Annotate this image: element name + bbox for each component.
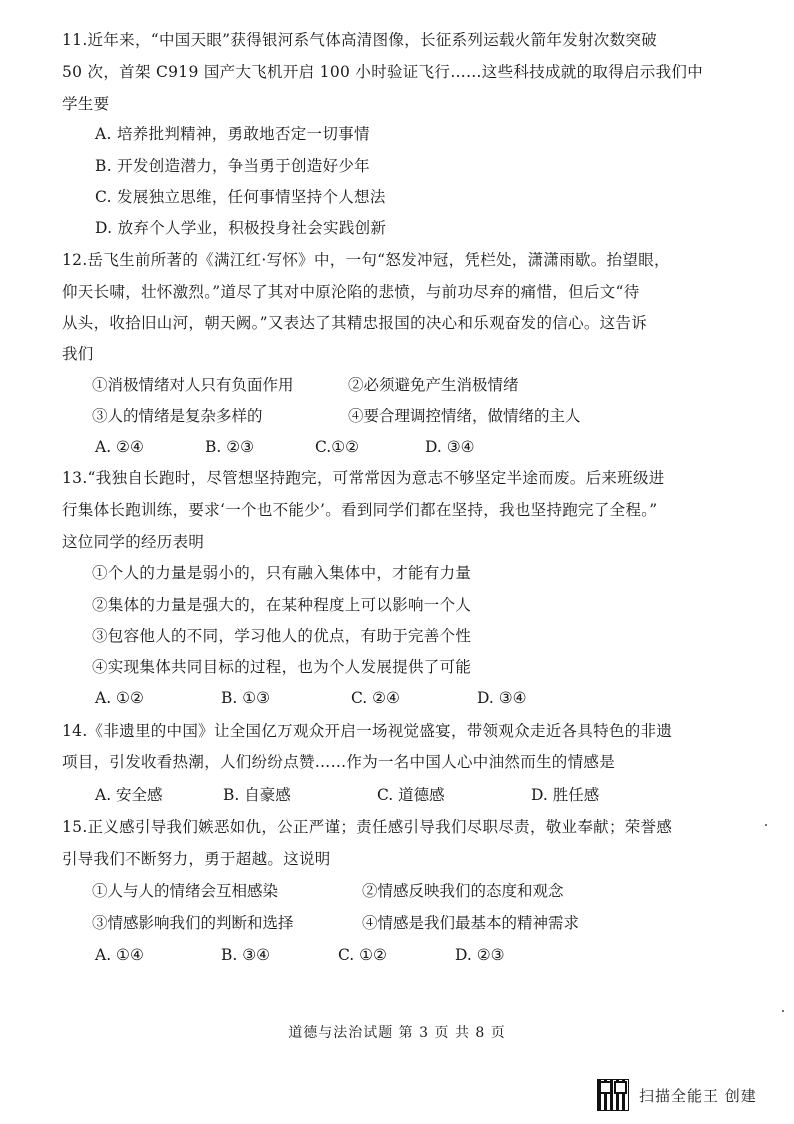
q11-line-1: 11.近年来，“中国天眼”获得银河系气体高清图像，长征系列运载火箭年发射次数突破 <box>62 31 658 49</box>
qr-code-icon <box>597 1079 629 1111</box>
scanner-label: 扫描全能王 创建 <box>639 1086 757 1105</box>
q12-line-2: 仰天长啸，壮怀激烈。”道尽了其对中原沦陷的悲愤，与前功尽弃的痛惜，但后文“待 <box>62 283 640 301</box>
q13-line-1: 13.“我独自长跑时，尽管想坚持跑完，可常常因为意志不够坚定半途而废。后来班级进 <box>62 469 665 487</box>
q13-statement-2: ②集体的力量是强大的，在某种程度上可以影响一个人 <box>92 596 472 614</box>
q15-statement-2: ②情感反映我们的态度和观念 <box>362 882 564 900</box>
q13-statement-1: ①个人的力量是弱小的，只有融入集体中，才能有力量 <box>92 564 472 582</box>
q11-line-2: 50 次，首架 C919 国产大飞机开启 100 小时验证飞行……这些科技成就的取得启示我们中 <box>62 63 703 81</box>
q12-choice-b: B. ②③ <box>205 438 255 456</box>
q12-statement-2: ②必须避免产生消极情绪 <box>348 376 519 394</box>
q13-statement-4: ④实现集体共同目标的过程，也为个人发展提供了可能 <box>92 658 472 676</box>
q12-statement-1: ①消极情绪对人只有负面作用 <box>92 376 294 394</box>
q14-choices <box>95 785 615 805</box>
q14-line-1: 14.《非遗里的中国》让全国亿万观众开启一场视觉盛宴，带领观众走近各具特色的非遗 <box>62 722 673 740</box>
q15-choice-c: C. ①② <box>338 946 387 964</box>
q12-choice-d: D. ③④ <box>425 438 475 456</box>
q13-choice-b: B. ①③ <box>221 689 271 707</box>
q11-option-c: C. 发展独立思维，任何事情坚持个人想法 <box>95 188 386 206</box>
q15-statement-1: ①人与人的情绪会互相感染 <box>92 882 279 900</box>
q14-choice-b: B. 自豪感 <box>223 786 291 804</box>
q14-line-2: 项目，引发收看热潮，人们纷纷点赞……作为一名中国人心中油然而生的情感是 <box>62 753 616 771</box>
q12-statement-row-1 <box>92 375 652 395</box>
q12-choice-c: C.①② <box>315 438 360 456</box>
q13-choice-d: D. ③④ <box>477 689 527 707</box>
q12-line-1: 12.岳飞生前所著的《满江红·写怀》中，一句“怒发冲冠，凭栏处，潇潇雨歇。抬望眼， <box>62 251 670 269</box>
q15-choice-a: A. ①④ <box>95 946 144 964</box>
q13-line-2: 行集体长跑训练，要求‘一个也不能少’。看到同学们都在坚持，我也坚持跑完了全程。” <box>62 501 658 519</box>
q13-choice-a: A. ①② <box>95 689 144 707</box>
q12-statement-3: ③人的情绪是复杂多样的 <box>92 407 263 425</box>
q15-choices <box>95 945 555 965</box>
q12-line-4: 我们 <box>62 345 94 363</box>
q15-statement-row-2 <box>92 913 652 933</box>
q15-choice-b: B. ③④ <box>221 946 271 964</box>
q14-choice-d: D. 胜任感 <box>531 786 600 804</box>
q11-option-a: A. 培养批判精神，勇敢地否定一切事情 <box>95 125 370 143</box>
q11-option-d: D. 放弃个人学业，积极投身社会实践创新 <box>95 219 387 237</box>
q14-choice-a: A. 安全感 <box>95 786 163 804</box>
q15-line-2: 引导我们不断努力，勇于超越。这说明 <box>62 850 331 868</box>
scan-speck <box>765 824 767 826</box>
q13-choices <box>95 688 555 708</box>
q12-statement-4: ④要合理调控情绪，做情绪的主人 <box>348 407 581 425</box>
q15-statement-4: ④情感是我们最基本的精神需求 <box>362 914 580 932</box>
q15-line-1: 15.正义感引导我们嫉恶如仇，公正严谨；责任感引导我们尽职尽责，敬业奉献；荣誉感 <box>62 818 673 836</box>
q15-statement-row-1 <box>92 881 652 901</box>
q12-statement-row-2 <box>92 406 652 426</box>
scanner-watermark <box>597 1078 757 1112</box>
q11-line-3: 学生要 <box>62 95 110 113</box>
q13-statement-3: ③包容他人的不同，学习他人的优点，有助于完善个性 <box>92 627 472 645</box>
scan-speck <box>782 1010 784 1012</box>
q12-line-3: 从头，收拾旧山河，朝天阙。”又表达了其精忠报国的决心和乐观奋发的信心。这告诉 <box>62 314 648 332</box>
page-footer: 道德与法治试题 第 3 页 共 8 页 <box>288 1025 506 1041</box>
q11-option-b: B. 开发创造潜力，争当勇于创造好少年 <box>95 157 370 175</box>
q13-choice-c: C. ②④ <box>351 689 400 707</box>
q15-choice-d: D. ②③ <box>455 946 505 964</box>
q12-choices <box>95 437 555 457</box>
q12-choice-a: A. ②④ <box>95 438 144 456</box>
q14-choice-c: C. 道德感 <box>377 786 445 804</box>
q13-line-3: 这位同学的经历表明 <box>62 533 205 551</box>
q15-statement-3: ③情感影响我们的判断和选择 <box>92 914 294 932</box>
